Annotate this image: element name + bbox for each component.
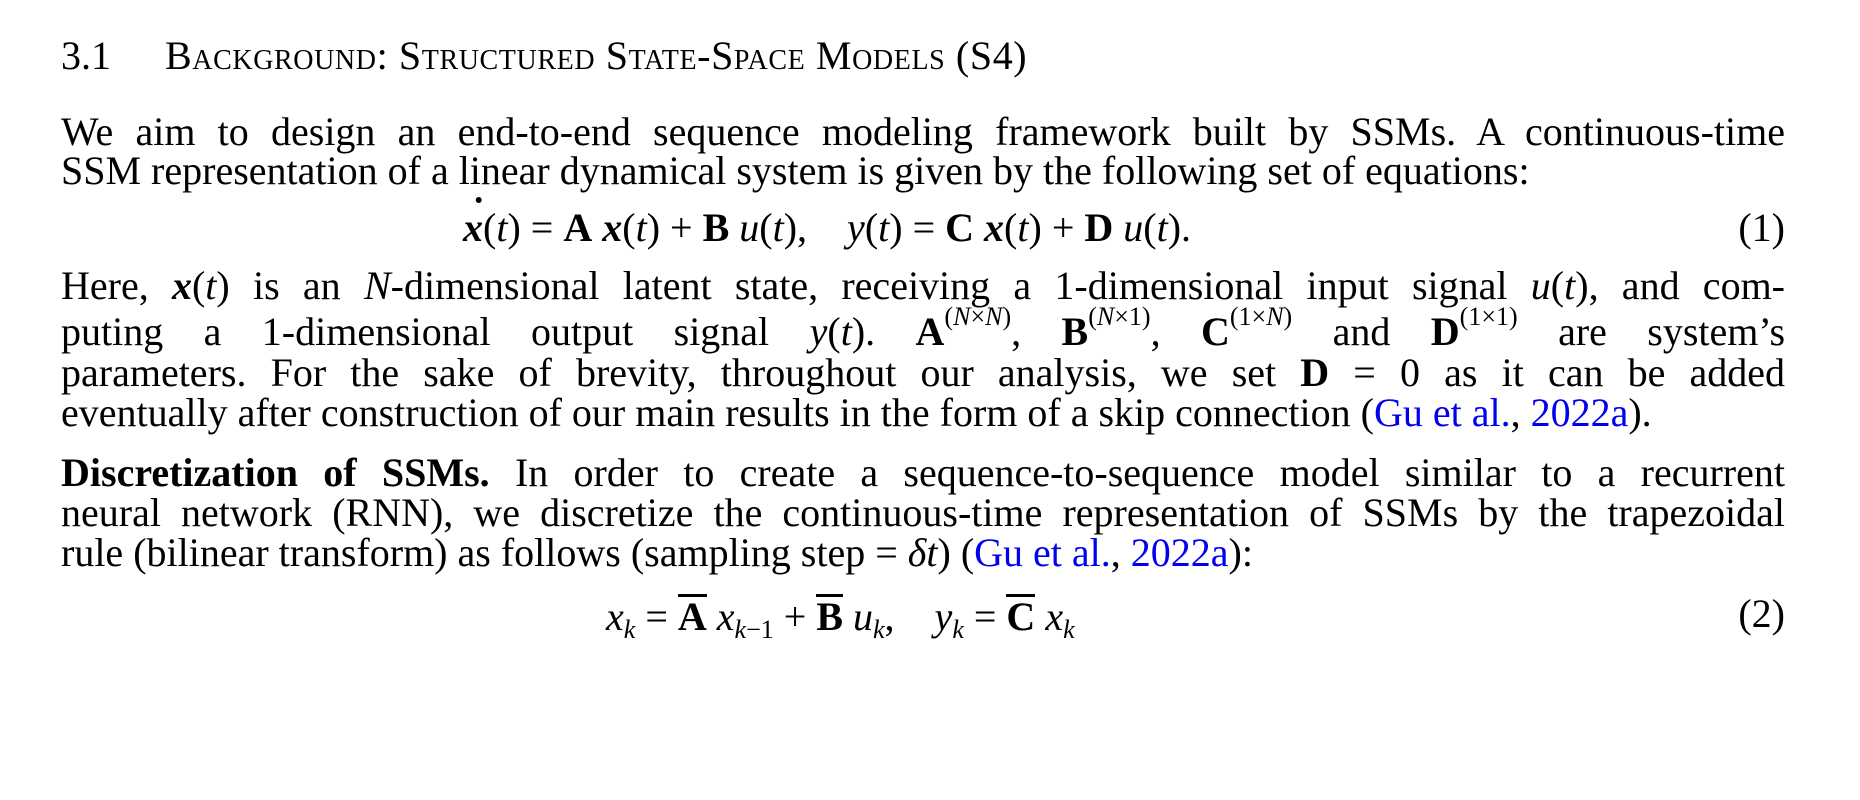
paragraph-run-in-heading: Discretization of SSMs. — [61, 450, 490, 495]
citation-link-year-2[interactable]: 2022a — [1130, 530, 1229, 575]
section-title: Background: Structured State-Space Models (S4) — [165, 33, 1028, 78]
para2-line1: Here, x(t) is an N-dimensional latent state, receiving a 1-dimensional input signal u(t), and com- — [61, 263, 1785, 308]
citation-link-year[interactable]: 2022a — [1530, 390, 1629, 435]
citation-link-authors[interactable]: Gu et al. — [1373, 390, 1511, 435]
equation-2: $x_k = A$ $x_{k-1} + B$ $u_k$, $y_k = C$ $x_k$ — [606, 594, 1075, 644]
para2-line2: puting a 1-dimensional output signal y(t). $A^{(N\times N)}$, $B^{(N\times 1)}$, $C^{(1\times N)}$ and $D^{(1\times 1)}$ are system’s — [61, 302, 1786, 354]
para3-line3: rule (bilinear transform) as follows (sampling step = δt) (Gu et al., 2022a): — [61, 530, 1253, 575]
equation-2-number: (2) — [1738, 591, 1785, 636]
para3-line1: Discretization of SSMs. In order to create a sequence-to-sequence model similar to a recurrent — [61, 450, 1785, 495]
section-number: 3.1 — [61, 33, 111, 78]
para1-line2: SSM representation of a linear dynamical system is given by the following set of equations: — [61, 148, 1530, 193]
para3-line2: neural network (RNN), we discretize the continuous-time representation of SSMs by the trapezoidal — [61, 490, 1785, 535]
equation-1: ˙ x(t) = A x(t) + B u(t), y(t) = C x(t) + D u(t). — [463, 208, 1191, 248]
citation-link-authors-2[interactable]: Gu et al. — [974, 530, 1111, 575]
para2-line4: eventually after construction of our main results in the form of a skip connection (Gu et al., 2022a). — [61, 390, 1652, 435]
para1-line1: We aim to design an end-to-end sequence modeling framework built by SSMs. A continuous-time — [61, 109, 1785, 154]
section-heading — [61, 33, 1028, 78]
para2-line3: parameters. For the sake of brevity, throughout our analysis, we set D = 0 as it can be added — [61, 350, 1785, 395]
equation-1-number: (1) — [1738, 205, 1785, 250]
